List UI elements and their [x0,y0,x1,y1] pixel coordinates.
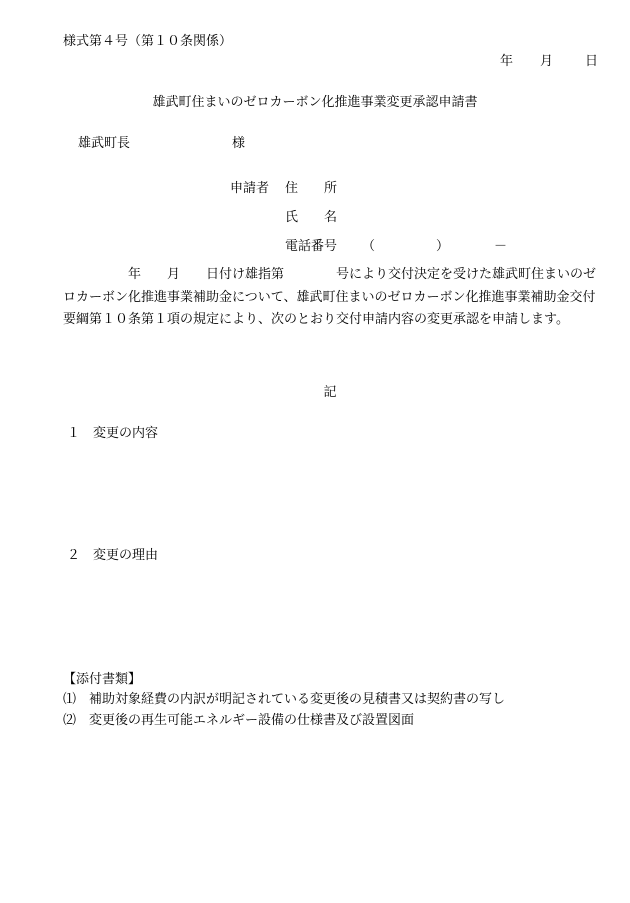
attachment-item: ⑴ 補助対象経費の内訳が明記されている変更後の見積書又は契約書の写し [63,692,506,707]
body-paragraph: 年 月 日付け雄指第 号により交付決定を受けた雄武町住まいのゼロカーボン化推進事業補助金について、雄武町住まいのゼロカーボン化推進事業補助金交付要綱第１０条第１項の規定により、次のとおり交付申請内容の変更承認を申請します。 [63,267,597,327]
phone-paren-open: （ [362,239,376,254]
applicant-label: 申請者 [230,181,270,196]
section-change-reason: ２ 変更の理由 [67,548,159,563]
date-year-label: 年 [500,54,514,69]
name-label: 氏 名 [285,210,338,225]
address-label: 住 所 [285,181,338,196]
phone-dash: － [494,239,508,254]
phone-paren-close: ） [436,239,450,254]
ki-heading: 記 [323,385,337,400]
date-month-label: 月 [540,54,554,69]
document-title: 雄武町住まいのゼロカーボン化推進事業変更承認申請書 [152,95,478,110]
addressee-name: 雄武町長 [78,136,131,151]
date-day-label: 日 [585,54,599,69]
attachments-header: 【添付書類】 [63,672,142,687]
section-change-content: １ 変更の内容 [67,426,159,441]
phone-label: 電話番号 [285,239,338,254]
attachment-item: ⑵ 変更後の再生可能エネルギー設備の仕様書及び設置図面 [63,713,415,728]
form-number: 様式第４号（第１０条関係） [63,34,233,49]
addressee-suffix: 様 [232,136,246,151]
